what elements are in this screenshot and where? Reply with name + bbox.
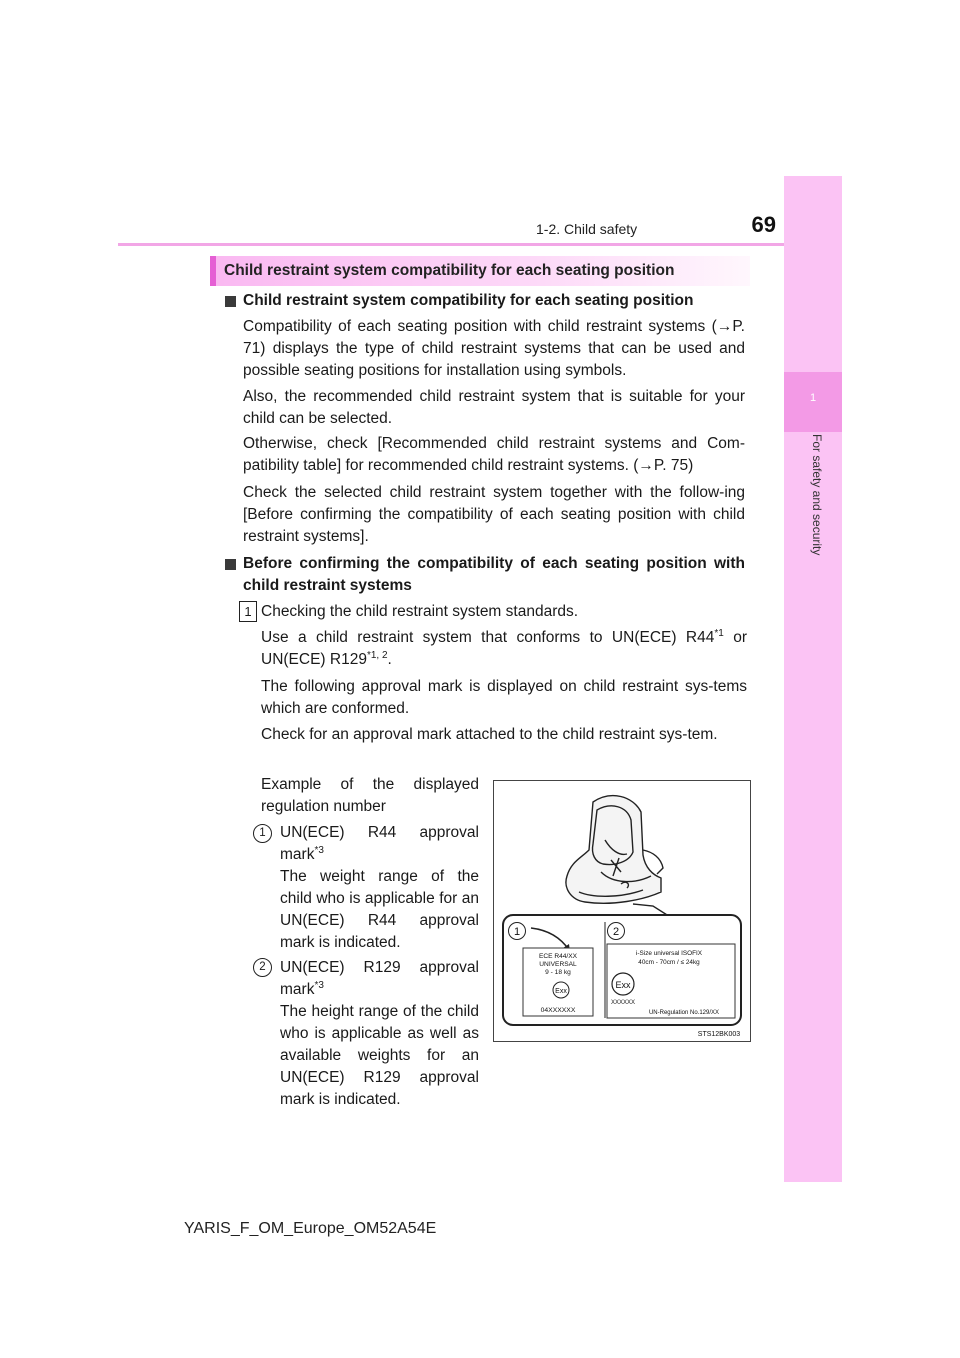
step-title: Checking the child restraint system standards. bbox=[261, 603, 579, 620]
bullet-square-icon bbox=[225, 559, 236, 570]
block2-heading: Before confirming the compatibility of each seating position with child restraint systems bbox=[243, 555, 745, 594]
isize-e-mark: Exx bbox=[615, 980, 631, 990]
page-number: 69 bbox=[751, 212, 776, 237]
approval-mark-figure bbox=[493, 780, 749, 1040]
section-title: Child restraint system compatibility for each seating position bbox=[224, 262, 675, 279]
step-paragraph-approval-mark: The following approval mark is displayed on child restraint sys-tems which are conformed. bbox=[261, 678, 747, 717]
figure-label-1: 1 bbox=[513, 926, 521, 938]
chapter-side-tab bbox=[784, 176, 842, 1182]
block1-heading: Child restraint system compatibility for each seating position bbox=[243, 292, 694, 309]
header-section-title: 1-2. Child safety bbox=[536, 221, 638, 237]
block1-paragraph-1: Compatibility of each seating position with child restraint systems (→P. 71) displays the type of child restraint systems that can be used and possible seating positions for installation using symbols. bbox=[243, 318, 745, 379]
step-paragraph-check: Check for an approval mark attached to the child restraint sys-tem. bbox=[261, 726, 718, 743]
bullet-square-icon bbox=[225, 296, 236, 307]
section-bar-accent bbox=[210, 256, 216, 286]
document-footer: YARIS_F_OM_Europe_OM52A54E bbox=[184, 1220, 437, 1237]
isize-code: XXXXXX bbox=[610, 1000, 636, 1006]
figure-label-2: 2 bbox=[612, 926, 620, 938]
example-title: Example of the displayed regulation number bbox=[261, 776, 479, 815]
item-number-circle: 1 bbox=[253, 824, 272, 843]
block1-paragraph-2: Also, the recommended child restraint system that is suitable for your child can be selected. bbox=[243, 388, 745, 427]
figure-code: STS12BK003 bbox=[697, 1031, 741, 1038]
item2-description: The height range of the child who is applicable as well as available weights for an UN(ECE) R129 approval mark is indicated. bbox=[280, 1003, 479, 1108]
step-paragraph-standards: Use a child restraint system that conforms to UN(ECE) R44$^{*1}$ or UN(ECE) R129$^{*1, 2}$. bbox=[261, 627, 748, 668]
block1-paragraph-3: Otherwise, check [Recommended child restraint systems and Com-patibility table] for recommended child restraint systems. (→P. 75) bbox=[243, 435, 745, 474]
ece-line3: 9 - 18 kg bbox=[545, 969, 571, 976]
chapter-number: 1 bbox=[809, 392, 817, 404]
child-seat-icon bbox=[566, 796, 663, 904]
chapter-title: For safety and security bbox=[810, 434, 824, 556]
ece-line2: UNIVERSAL bbox=[539, 961, 577, 968]
isize-line2: 40cm - 70cm / ≤ 24kg bbox=[638, 959, 700, 966]
item-number-circle: 2 bbox=[253, 958, 272, 977]
item1-title: UN(ECE) R44 approval mark$^{*3}$ bbox=[280, 824, 479, 863]
block1-paragraph-4: Check the selected child restraint system together with the follow-ing [Before confirming the compatibility of each seating position with child restraint systems]. bbox=[243, 484, 745, 545]
item1-description: The weight range of the child who is applicable for an UN(ECE) R44 approval mark is indicated. bbox=[280, 868, 479, 951]
isize-regulation: UN-Regulation No.129/XX bbox=[648, 1010, 720, 1016]
ece-e-mark: Exx bbox=[555, 988, 567, 995]
isize-line1: i-Size universal ISOFIX bbox=[635, 950, 703, 957]
item2-title: UN(ECE) R129 approval mark$^{*3}$ bbox=[280, 959, 479, 998]
header-rule bbox=[118, 243, 784, 246]
step-number-box: 1 bbox=[239, 601, 257, 622]
ece-code: 04XXXXXX bbox=[540, 1007, 576, 1014]
ece-line1: ECE R44/XX bbox=[538, 953, 578, 960]
